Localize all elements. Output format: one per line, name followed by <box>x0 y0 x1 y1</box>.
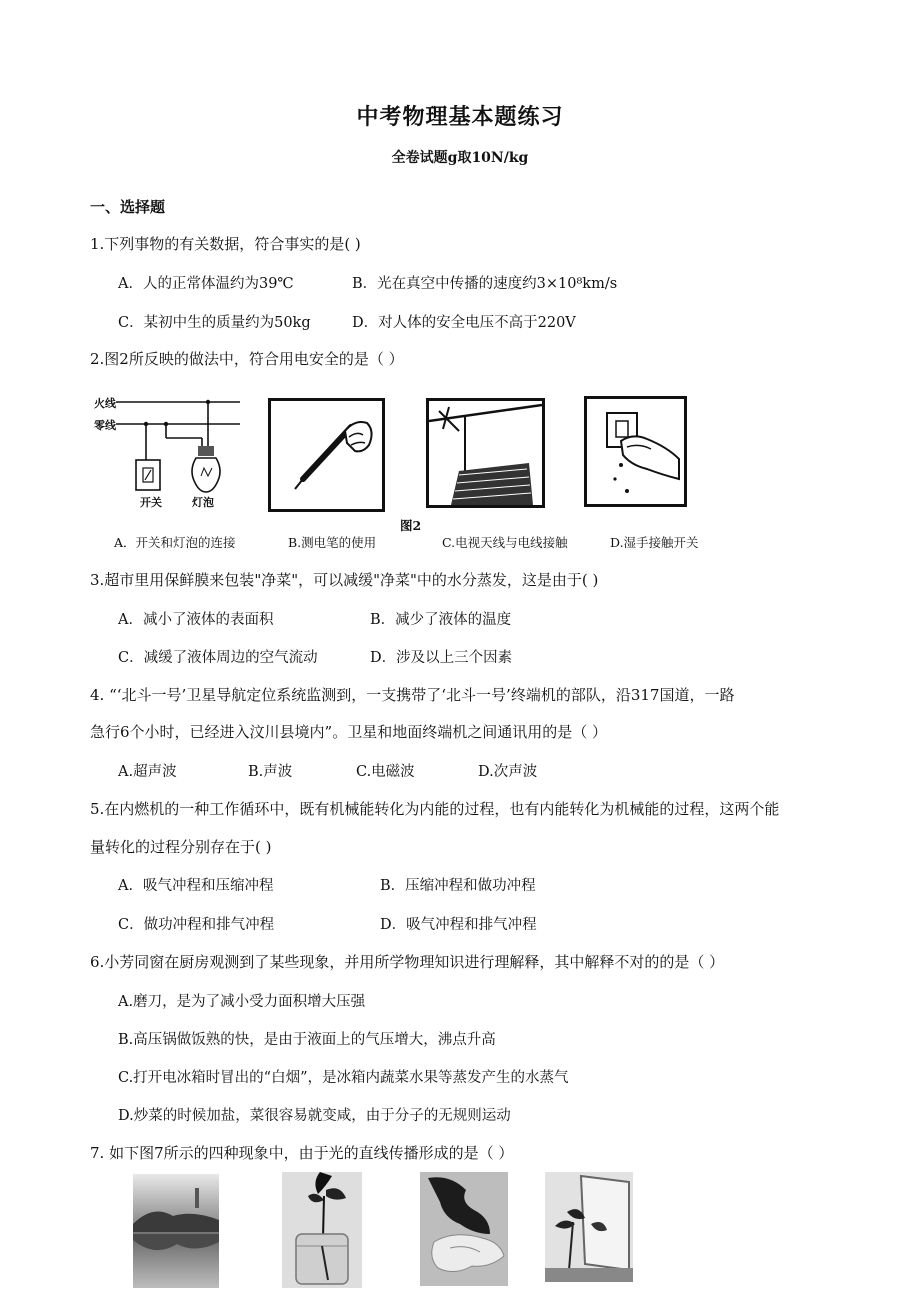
question-1-option-b: B．光在真空中传播的速度约3×10⁸km/s <box>352 276 618 292</box>
figure-2-panel-d <box>584 396 687 507</box>
question-5-line-1: 5.在内燃机的一种工作循环中，既有机械能转化为内能的过程，也有内能转化为机械能的过程，这两个能 <box>90 800 780 818</box>
question-4-line-1: 4. “‘北斗一号’卫星导航定位系统监测到，一支携带了‘北斗一号’终端机的部队，沿317国道，一路 <box>90 686 735 704</box>
bulb-socket-icon <box>198 446 214 456</box>
question-4-option-c: C.电磁波 <box>356 764 415 780</box>
question-1-option-a: A．人的正常体温约为39℃ <box>118 276 294 292</box>
question-5-option-b: B．压缩冲程和做功冲程 <box>380 878 536 894</box>
question-3-option-b: B．减少了液体的温度 <box>370 612 512 628</box>
figure-7-photo-b <box>282 1172 362 1288</box>
question-2-stem: 2.图2所反映的做法中，符合用电安全的是（ ） <box>90 350 404 368</box>
question-3-stem: 3.超市里用保鲜膜来包装"净菜"，可以减缓"净菜"中的水分蒸发，这是由于( ) <box>90 571 599 589</box>
test-pen-illustration <box>271 401 382 509</box>
live-wire-label: 火线 <box>94 397 116 410</box>
wet-hand-illustration <box>587 399 684 504</box>
neutral-wire-label: 零线 <box>94 419 116 432</box>
mirror-icon <box>581 1176 629 1270</box>
question-5-option-d: D．吸气冲程和排气冲程 <box>380 917 537 933</box>
figure-2-caption-c: C.电视天线与电线接触 <box>442 535 568 550</box>
question-5-option-a: A．吸气冲程和压缩冲程 <box>118 878 274 894</box>
bulb-label: 灯泡 <box>192 496 214 509</box>
figure-7-photo-a <box>133 1174 219 1288</box>
figure-7-photo-c <box>420 1172 508 1286</box>
question-3-option-d: D．涉及以上三个因素 <box>370 650 513 666</box>
light-bulb-icon <box>192 458 220 492</box>
question-5-line-2: 量转化的过程分别存在于( ) <box>90 838 272 856</box>
figure-2-label: 图2 <box>400 518 422 533</box>
figure-2-caption-b: B.测电笔的使用 <box>288 535 377 550</box>
question-4-option-b: B.声波 <box>248 764 293 780</box>
question-3-option-a: A．减小了液体的表面积 <box>118 612 274 628</box>
question-1-option-d: D．对人体的安全电压不高于220V <box>352 315 576 331</box>
question-5-option-c: C．做功冲程和排气冲程 <box>118 917 275 933</box>
page-title: 中考物理基本题练习 <box>356 104 564 130</box>
question-6-option-a: A.磨刀，是为了减小受力面积增大压强 <box>118 994 366 1010</box>
question-4-option-a: A.超声波 <box>118 764 177 780</box>
hand-icon <box>621 436 679 479</box>
figure-2-panel-b <box>268 398 385 512</box>
question-6-option-c: C.打开电冰箱时冒出的“白烟”，是冰箱内蔬菜水果等蒸发产生的水蒸气 <box>118 1070 569 1086</box>
question-3-option-c: C．减缓了液体周边的空气流动 <box>118 650 318 666</box>
glass-icon <box>296 1234 348 1284</box>
page-subtitle: 全卷试题g取10N/kg <box>391 150 529 166</box>
water-drop-icon <box>619 463 623 467</box>
section-heading-choice: 一、选择题 <box>90 198 166 216</box>
test-pen-icon <box>303 427 351 479</box>
question-6-stem: 6.小芳同窗在厨房观测到了某些现象，并用所学物理知识进行理解释，其中解释不对的的是（ ） <box>90 953 725 971</box>
antenna-illustration <box>429 401 542 505</box>
figure-2-caption-d: D.湿手接触开关 <box>610 535 699 550</box>
switch-label: 开关 <box>140 496 162 509</box>
question-6-option-d: D.炒菜的时候加盐，菜很容易就变咸，由于分子的无规则运动 <box>118 1108 511 1124</box>
figure-7-photo-d <box>545 1172 633 1282</box>
figure-2-caption-a: A．开关和灯泡的连接 <box>114 535 236 550</box>
question-4-line-2: 急行6个小时，已经进入汶川县境内”。卫星和地面终端机之间通讯用的是（ ） <box>90 723 607 741</box>
question-1-stem: 1.下列事物的有关数据，符合事实的是( ) <box>90 235 361 253</box>
figure-2-panel-c <box>426 398 545 508</box>
question-6-option-b: B.高压锅做饭熟的快，是由于液面上的气压增大，沸点升高 <box>118 1032 496 1048</box>
question-4-option-d: D.次声波 <box>478 764 538 780</box>
question-1-option-c: C．某初中生的质量约为50kg <box>118 315 311 331</box>
question-7-stem: 7. 如下图7所示的四种现象中，由于光的直线传播形成的是（ ） <box>90 1144 514 1162</box>
